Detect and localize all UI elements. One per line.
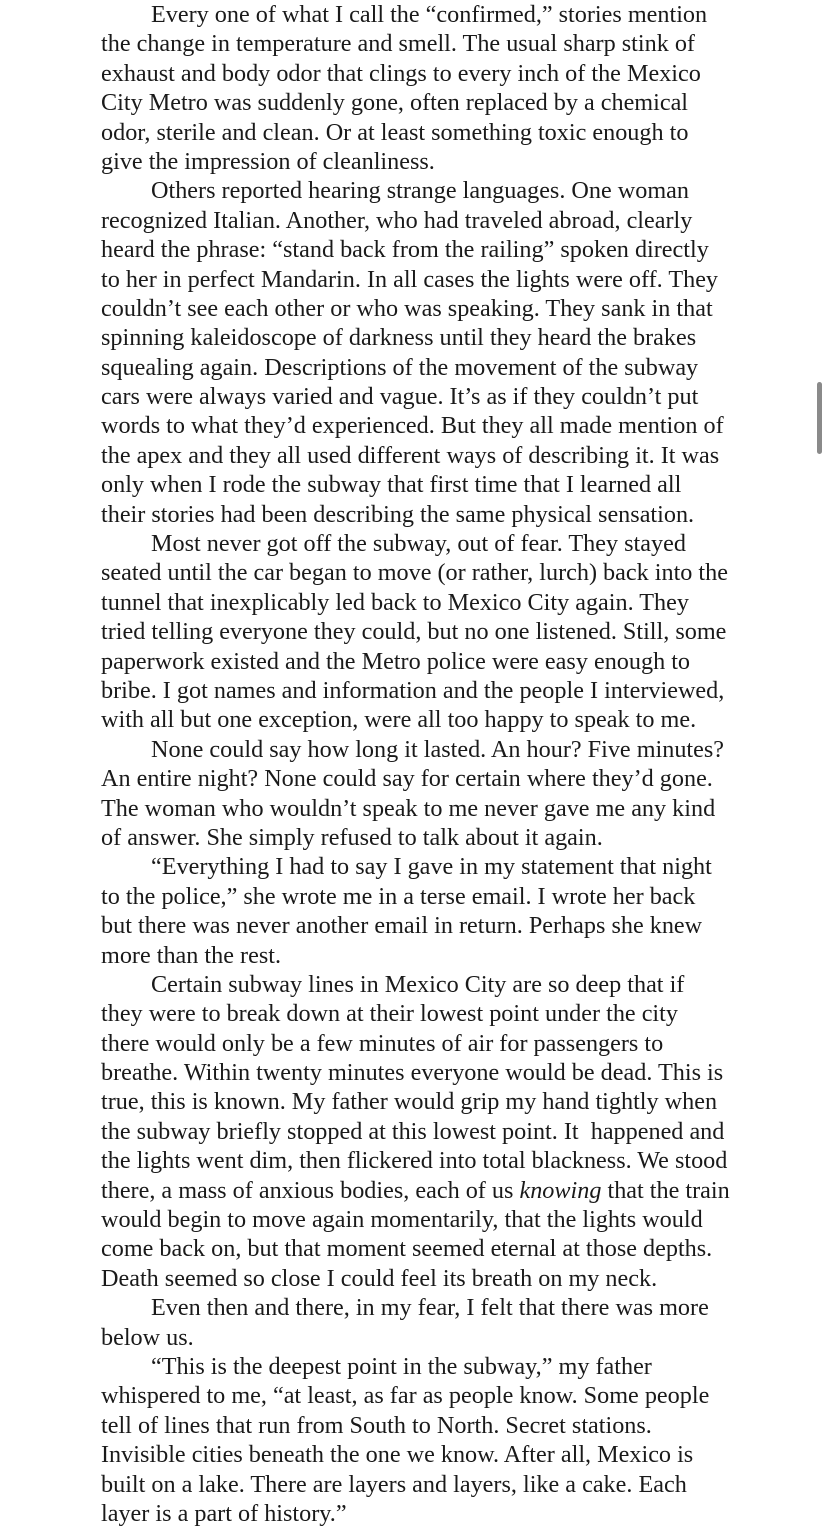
text-line: with all but one exception, were all too happy to speak to me. xyxy=(101,706,697,734)
text-line: Every one of what I call the “confirmed,” stories mention xyxy=(151,1,708,28)
text-line: None could say how long it lasted. An hour? Five minutes? xyxy=(151,735,725,763)
text-line: they were to break down at their lowest point under the city xyxy=(101,1000,678,1028)
paragraph-8 xyxy=(101,1352,801,1528)
text-line: Most never got off the subway, out of fear. They stayed xyxy=(151,530,686,558)
text-line: the apex and they all used different ways of describing it. It was xyxy=(101,441,720,469)
text-line-with-italic xyxy=(101,1176,801,1205)
text-line: true, this is known. My father would grip my hand tightly when xyxy=(101,1088,718,1116)
text-line: tell of lines that run from South to North. Secret stations. xyxy=(101,1411,652,1439)
text-line: odor, sterile and clean. Or at least something toxic enough to xyxy=(101,118,689,146)
text-line: of answer. She simply refused to talk about it again. xyxy=(101,823,603,851)
text-line: to her in perfect Mandarin. In all cases the lights were off. They xyxy=(101,265,719,293)
text-line: their stories had been describing the same physical sensation. xyxy=(101,500,695,528)
text-line: recognized Italian. Another, who had traveled abroad, clearly xyxy=(101,206,693,234)
text-line: layer is a part of history.” xyxy=(101,1499,347,1527)
text-line: the subway briefly stopped at this lowest point. It happened and xyxy=(101,1117,725,1145)
vertical-scrollbar-thumb[interactable] xyxy=(817,382,822,454)
text-line: breathe. Within twenty minutes everyone would be dead. This is xyxy=(101,1059,724,1087)
text-line: the lights went dim, then flickered into total blackness. We stood xyxy=(101,1147,728,1175)
italic-emphasis: knowing xyxy=(519,1176,602,1204)
paragraph-4 xyxy=(101,735,801,853)
text-line: tried telling everyone they could, but no one listened. Still, some xyxy=(101,618,727,646)
text-line: below us. xyxy=(101,1323,194,1351)
text-line: “Everything I had to say I gave in my statement that night xyxy=(151,853,712,881)
text-line: seated until the car began to move (or rather, lurch) back into the xyxy=(101,559,728,587)
text-line: give the impression of cleanliness. xyxy=(101,147,435,175)
text-line: Invisible cities beneath the one we know. After all, Mexico is xyxy=(101,1441,694,1469)
text-line: “This is the deepest point in the subway,” my father xyxy=(151,1352,652,1380)
paragraph-3 xyxy=(101,529,801,735)
text-line: built on a lake. There are layers and layers, like a cake. Each xyxy=(101,1470,687,1498)
paragraph-6 xyxy=(101,970,801,1293)
text-line: Certain subway lines in Mexico City are so deep that if xyxy=(151,970,685,998)
text-segment: there, a mass of anxious bodies, each of us xyxy=(101,1176,520,1204)
text-line: only when I rode the subway that first time that I learned all xyxy=(101,471,682,499)
paragraph-7 xyxy=(101,1293,801,1352)
text-line: come back on, but that moment seemed eternal at those depths. xyxy=(101,1235,713,1263)
text-line: words to what they’d experienced. But they all made mention of xyxy=(101,412,724,440)
paragraph-5 xyxy=(101,852,801,970)
text-line: to the police,” she wrote me in a terse email. I wrote her back xyxy=(101,882,696,910)
text-segment: that the train xyxy=(601,1176,730,1204)
text-line: bribe. I got names and information and the people I interviewed, xyxy=(101,676,725,704)
paragraph-2 xyxy=(101,176,801,529)
text-line: Death seemed so close I could feel its breath on my neck. xyxy=(101,1264,658,1292)
paragraph-1 xyxy=(101,0,801,176)
text-line: couldn’t see each other or who was speaking. They sank in that xyxy=(101,294,713,322)
text-line: spinning kaleidoscope of darkness until they heard the brakes xyxy=(101,324,697,352)
text-line: The woman who wouldn’t speak to me never gave me any kind xyxy=(101,794,716,822)
text-line: heard the phrase: “stand back from the railing” spoken directly xyxy=(101,236,709,264)
document-body xyxy=(101,0,801,1528)
text-line: Even then and there, in my fear, I felt that there was more xyxy=(151,1294,709,1322)
text-line: but there was never another email in return. Perhaps she knew xyxy=(101,912,703,940)
text-line: whispered to me, “at least, as far as people know. Some people xyxy=(101,1382,710,1410)
text-line: cars were always varied and vague. It’s as if they couldn’t put xyxy=(101,383,699,411)
text-line: Others reported hearing strange languages. One woman xyxy=(151,177,689,205)
text-line: paperwork existed and the Metro police were easy enough to xyxy=(101,647,691,675)
text-line: the change in temperature and smell. The usual sharp stink of xyxy=(101,30,695,58)
text-line: more than the rest. xyxy=(101,941,282,969)
text-line: tunnel that inexplicably led back to Mexico City again. They xyxy=(101,588,689,616)
text-line: squealing again. Descriptions of the movement of the subway xyxy=(101,353,699,381)
text-line: there would only be a few minutes of air for passengers to xyxy=(101,1029,664,1057)
text-line: City Metro was suddenly gone, often replaced by a chemical xyxy=(101,89,689,117)
text-line: exhaust and body odor that clings to every inch of the Mexico xyxy=(101,59,701,87)
text-line: would begin to move again momentarily, that the lights would xyxy=(101,1206,703,1234)
text-line: An entire night? None could say for certain where they’d gone. xyxy=(101,765,713,793)
